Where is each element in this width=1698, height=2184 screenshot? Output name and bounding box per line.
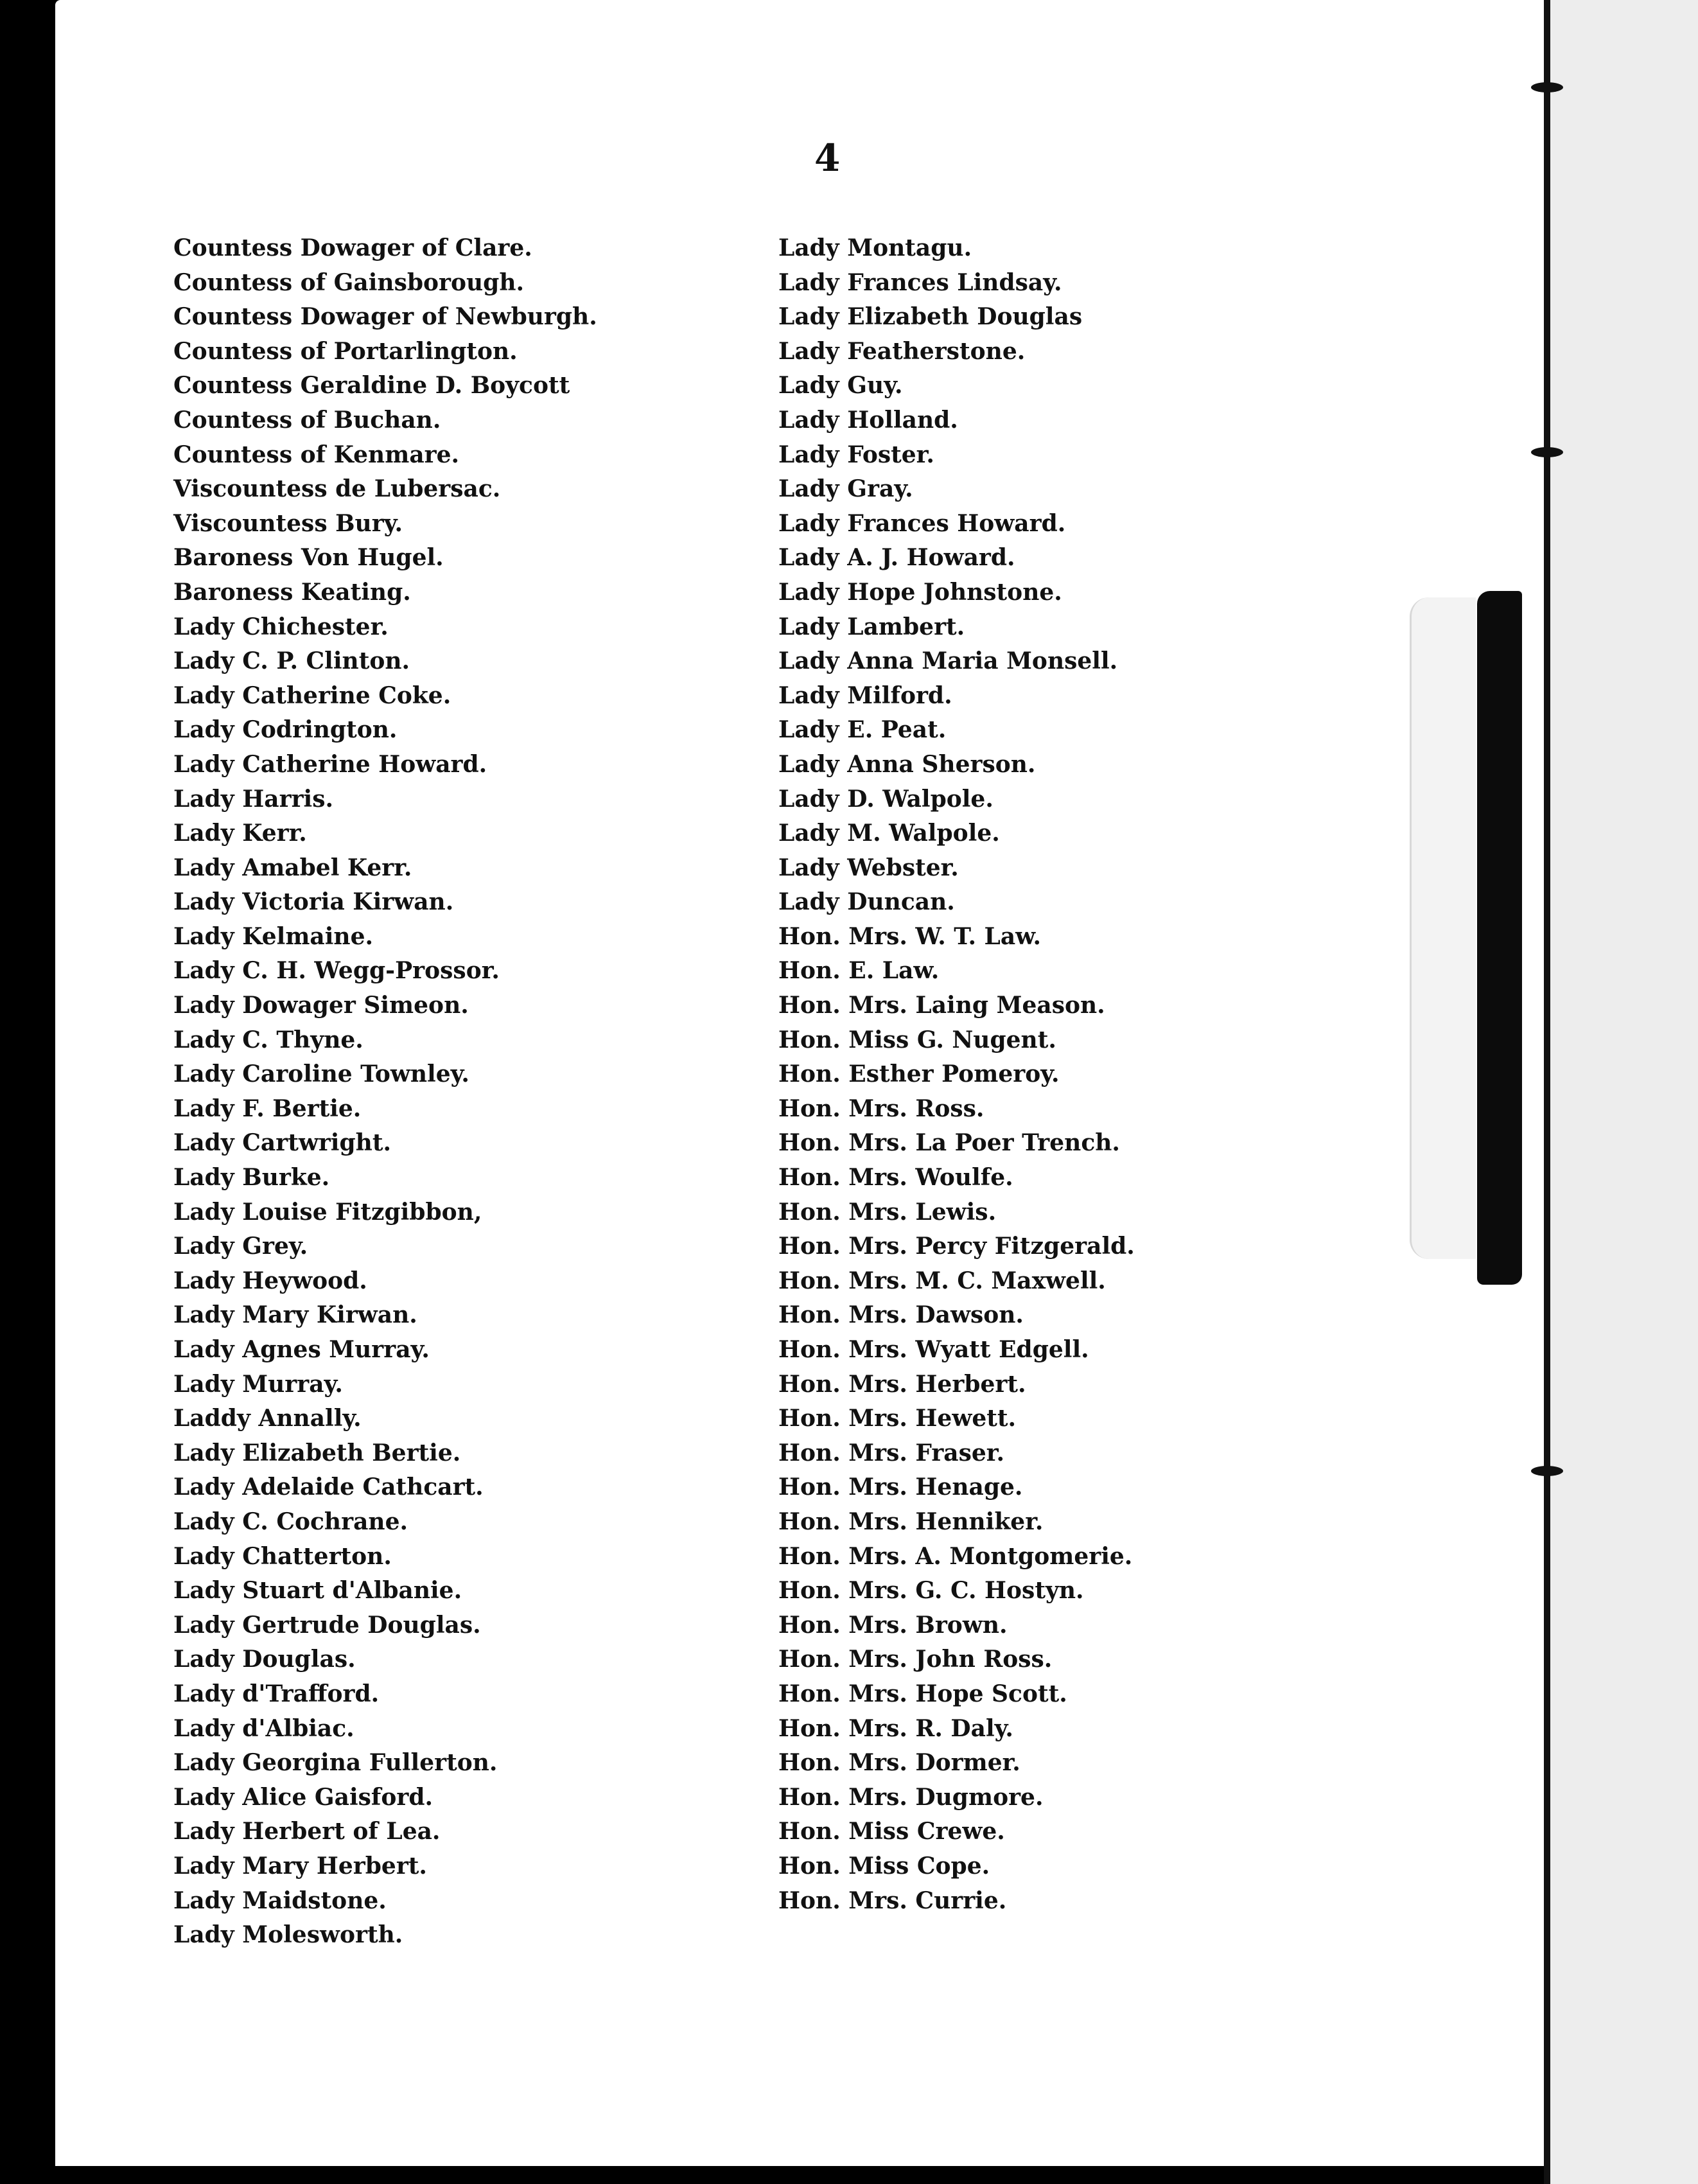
list-entry: Lady Webster.: [778, 854, 959, 881]
list-entry: Lady E. Peat.: [778, 716, 947, 744]
list-entry: Lady Amabel Kerr.: [173, 854, 412, 881]
list-entry: Hon. Mrs. Ross.: [778, 1095, 985, 1122]
list-entry: Lady Georgina Fullerton.: [173, 1749, 498, 1777]
binding-stitch: [1531, 447, 1563, 457]
list-entry: Lady Molesworth.: [173, 1921, 403, 1949]
list-entry: Baroness Keating.: [173, 578, 411, 606]
list-entry: Lady Heywood.: [173, 1267, 367, 1294]
list-entry: Hon. Mrs. Herbert.: [778, 1370, 1026, 1398]
binding-fold: [1544, 0, 1550, 2184]
list-entry: Hon. Mrs. W. T. Law.: [778, 922, 1042, 950]
list-entry: Lady Mary Kirwan.: [173, 1301, 417, 1329]
list-entry: Hon. Mrs. La Poer Trench.: [778, 1129, 1120, 1157]
list-entry: Lady Elizabeth Douglas: [778, 303, 1083, 331]
list-entry: Lady Catherine Coke.: [173, 682, 451, 709]
list-entry: Baroness Von Hugel.: [173, 544, 444, 572]
list-entry: Lady Catherine Howard.: [173, 750, 487, 778]
list-entry: Hon. Mrs. Henage.: [778, 1474, 1023, 1501]
list-entry: Lady D. Walpole.: [778, 785, 993, 813]
list-entry: Lady Murray.: [173, 1370, 343, 1398]
list-entry: Lady M. Walpole.: [778, 820, 1000, 847]
list-entry: Lady Guy.: [778, 372, 903, 400]
list-entry: Lady Cartwright.: [173, 1129, 391, 1157]
list-entry: Countess Dowager of Newburgh.: [173, 303, 597, 331]
name-list-left: [173, 231, 597, 1953]
list-entry: Hon. Mrs. Dugmore.: [778, 1783, 1044, 1811]
list-entry: Countess Dowager of Clare.: [173, 234, 532, 261]
list-entry: Hon. Mrs. Laing Meason.: [778, 992, 1105, 1019]
list-entry: Hon. Esther Pomeroy.: [778, 1061, 1060, 1088]
list-entry: Hon. Mrs. G. C. Hostyn.: [778, 1577, 1084, 1605]
list-entry: Lady Adelaide Cathcart.: [173, 1474, 484, 1501]
list-entry: Hon. Mrs. Hewett.: [778, 1405, 1017, 1432]
list-entry: Hon. Mrs. Woulfe.: [778, 1164, 1013, 1192]
list-entry: Hon. Mrs. A. Montgomerie.: [778, 1542, 1133, 1570]
list-entry: Hon. Mrs. Currie.: [778, 1887, 1007, 1914]
list-entry: Hon. Mrs. Wyatt Edgell.: [778, 1336, 1089, 1363]
list-entry: Lady Harris.: [173, 785, 334, 813]
list-entry: Laddy Annally.: [173, 1405, 362, 1432]
list-entry: Hon. Mrs. M. C. Maxwell.: [778, 1267, 1106, 1294]
page-number: 4: [814, 136, 841, 180]
binding-stitch: [1531, 1466, 1563, 1476]
list-entry: Lady C. H. Wegg-Prossor.: [173, 957, 500, 985]
list-entry: Lady A. J. Howard.: [778, 544, 1015, 572]
name-list-right: [778, 231, 1135, 1918]
list-entry: Lady C. Cochrane.: [173, 1508, 408, 1535]
list-entry: Hon. Mrs. John Ross.: [778, 1646, 1053, 1673]
list-entry: Lady Burke.: [173, 1164, 330, 1192]
list-entry: Lady Frances Lindsay.: [778, 269, 1062, 296]
list-entry: Lady Douglas.: [173, 1646, 356, 1673]
list-entry: Lady d'Albiac.: [173, 1714, 354, 1742]
list-entry: Countess of Buchan.: [173, 406, 441, 434]
list-entry: Lady Milford.: [778, 682, 952, 709]
list-entry: Lady Stuart d'Albanie.: [173, 1577, 462, 1605]
list-entry: Lady C. Thyne.: [173, 1026, 363, 1053]
list-entry: Lady Louise Fitzgibbon,: [173, 1198, 482, 1226]
list-entry: Lady Chichester.: [173, 613, 389, 640]
list-entry: Lady Codrington.: [173, 716, 398, 744]
list-entry: Hon. Mrs. Hope Scott.: [778, 1680, 1067, 1707]
list-entry: Lady Featherstone.: [778, 337, 1026, 365]
list-entry: Lady Chatterton.: [173, 1542, 392, 1570]
list-entry: Lady Frances Howard.: [778, 509, 1066, 537]
list-entry: Lady F. Bertie.: [173, 1095, 362, 1122]
list-entry: Viscountess Bury.: [173, 509, 403, 537]
list-entry: Lady Kelmaine.: [173, 922, 374, 950]
list-entry: Lady d'Trafford.: [173, 1680, 380, 1707]
list-entry: Lady Montagu.: [778, 234, 972, 261]
list-entry: Hon. Miss G. Nugent.: [778, 1026, 1056, 1053]
binding-stitch: [1531, 82, 1563, 92]
list-entry: Lady Herbert of Lea.: [173, 1818, 441, 1845]
list-entry: Lady Maidstone.: [173, 1887, 387, 1914]
list-entry: Lady Agnes Murray.: [173, 1336, 430, 1363]
list-entry: Countess of Kenmare.: [173, 441, 460, 468]
list-entry: Countess of Gainsborough.: [173, 269, 525, 296]
list-entry: Hon. Mrs. Lewis.: [778, 1198, 997, 1226]
list-entry: Lady Kerr.: [173, 820, 307, 847]
list-entry: Countess Geraldine D. Boycott: [173, 372, 570, 400]
list-entry: Lady Anna Maria Monsell.: [778, 647, 1118, 675]
list-entry: Hon. Mrs. Dawson.: [778, 1301, 1024, 1329]
list-entry: Lady C. P. Clinton.: [173, 647, 410, 675]
list-entry: Lady Dowager Simeon.: [173, 992, 469, 1019]
list-entry: Hon. E. Law.: [778, 957, 940, 985]
list-entry: Countess of Portarlington.: [173, 337, 518, 365]
list-entry: Hon. Mrs. Fraser.: [778, 1439, 1005, 1466]
list-entry: Lady Grey.: [173, 1233, 308, 1260]
list-entry: Lady Hope Johnstone.: [778, 578, 1062, 606]
list-entry: Lady Elizabeth Bertie.: [173, 1439, 461, 1466]
facing-page-edge: [1549, 0, 1698, 2184]
list-entry: Hon. Mrs. Percy Fitzgerald.: [778, 1233, 1135, 1260]
list-entry: Hon. Mrs. Brown.: [778, 1611, 1008, 1639]
list-entry: Lady Anna Sherson.: [778, 750, 1036, 778]
list-entry: Hon. Miss Crewe.: [778, 1818, 1005, 1845]
list-entry: Lady Foster.: [778, 441, 934, 468]
list-entry: Lady Gray.: [778, 475, 913, 503]
list-entry: Lady Mary Herbert.: [173, 1852, 427, 1880]
torn-paper-shadow: [1410, 597, 1476, 1259]
list-entry: Lady Victoria Kirwan.: [173, 888, 454, 916]
list-entry: Lady Caroline Townley.: [173, 1061, 469, 1088]
list-entry: Lady Lambert.: [778, 613, 965, 640]
torn-binding-tape: [1477, 591, 1522, 1285]
list-entry: Hon. Mrs. Henniker.: [778, 1508, 1044, 1535]
list-entry: Viscountess de Lubersac.: [173, 475, 501, 503]
list-entry: Lady Alice Gaisford.: [173, 1783, 433, 1811]
list-entry: Hon. Mrs. R. Daly.: [778, 1714, 1013, 1742]
list-entry: Lady Duncan.: [778, 888, 955, 916]
list-entry: Hon. Miss Cope.: [778, 1852, 990, 1880]
list-entry: Lady Holland.: [778, 406, 958, 434]
list-entry: Lady Gertrude Douglas.: [173, 1611, 481, 1639]
list-entry: Hon. Mrs. Dormer.: [778, 1749, 1020, 1777]
